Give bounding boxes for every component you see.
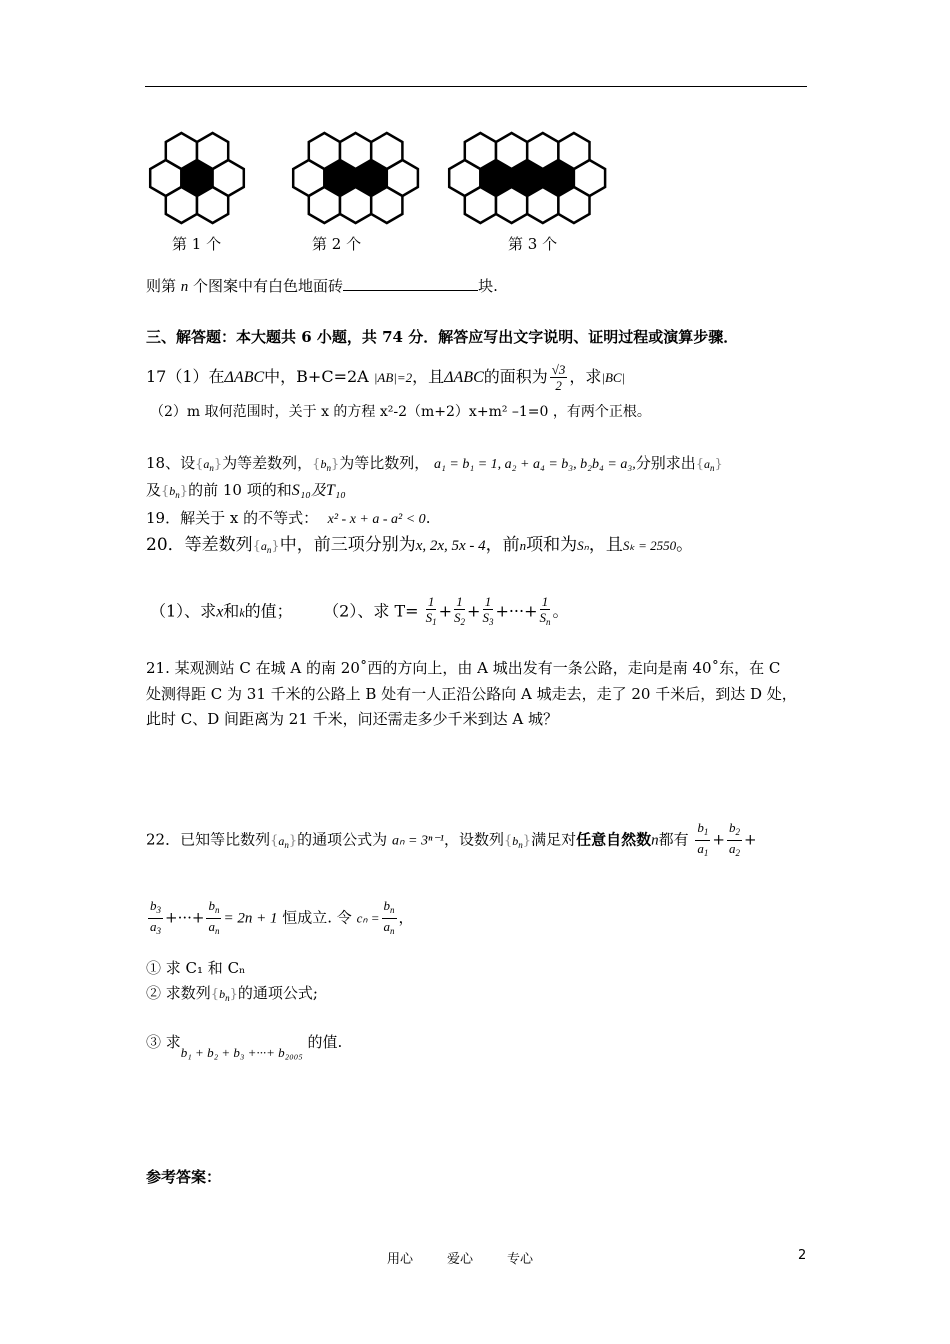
footer-motto-3: 专心 bbox=[507, 1252, 534, 1267]
white-tile bbox=[309, 133, 340, 169]
white-tile bbox=[496, 133, 527, 169]
white-tile bbox=[371, 187, 402, 223]
question-22-line2: $\frac{b_3}{a_3}$ +···+ $\frac{b_n}{a_n}$ = 2n + 1 恒成立. 令 cₙ = $\frac{b_n}{a_n}$ ， bbox=[150, 898, 414, 936]
white-tile bbox=[340, 133, 371, 169]
figure-caption-3: 第 3 个 bbox=[508, 235, 558, 253]
white-tile bbox=[197, 133, 228, 169]
page-number: 2 bbox=[798, 1248, 807, 1263]
footer-motto-1: 用心 bbox=[387, 1252, 414, 1267]
figure-caption-2: 第 2 个 bbox=[312, 235, 362, 253]
hexagon-tile-figure bbox=[140, 120, 640, 235]
question-22-sub1: ① 求 C₁ 和 Cₙ bbox=[146, 959, 246, 977]
question-17-part2: （2）m 取何范围时，关于 x 的方程 x²-2（m+2）x+m² –1=0 ，有两个正根。 bbox=[150, 404, 651, 420]
answer-heading: 参考答案： bbox=[146, 1168, 222, 1186]
white-tile bbox=[496, 187, 527, 223]
figure-caption-1: 第 1 个 bbox=[172, 235, 222, 253]
white-tile bbox=[371, 133, 402, 169]
question-20-line1: 20．等差数列$\{a_n\}$中，前三项分别为x, 2x, 5x - 4，前n项和为Sₙ，且Sₖ = 2550。 bbox=[146, 535, 694, 555]
question-22-line1: 22．已知等比数列$\{a_n\}$的通项公式为 aₙ = 3ⁿ⁻¹，设数列$\{b_n\}$满足对任意自然数n都有 $\frac{b_1}{a_1}$ + $\frac{b_2}{a_2}$ + bbox=[146, 820, 757, 858]
footer-motto-2: 爱心 bbox=[447, 1252, 474, 1267]
answer-blank bbox=[343, 276, 478, 291]
white-tile bbox=[465, 133, 496, 169]
question-18-line1: 18、设$\{a_n\}$为等差数列，$\{b_n\}$为等比数列， a₁ = b₁ = 1, a₂ + a₄ = b₃, b₂b₄ = a₃,分别求出$\{a_n\}$ bbox=[146, 454, 723, 473]
white-tile bbox=[527, 187, 558, 223]
question-18-line2: 及$\{b_n\}$的前 10 项的和S₁₀及T₁₀ bbox=[146, 481, 346, 500]
white-tile bbox=[527, 133, 558, 169]
header-rule bbox=[145, 86, 807, 87]
white-tile bbox=[197, 187, 228, 223]
question-20-line2: （1）、求x和k的值； （2）、求 T= $\frac{1}{S_1}$ + $\frac{1}{S_2}$ + $\frac{1}{S_3}$ +···+ $\frac{1}{S_n}$ 。 bbox=[150, 594, 569, 627]
question-16-tail: 则第 n 个图案中有白色地面砖 块. bbox=[146, 277, 498, 295]
white-tile bbox=[558, 187, 589, 223]
white-tile bbox=[465, 187, 496, 223]
white-tile bbox=[166, 133, 197, 169]
section-heading: 三、解答题：本大题共 6 小题，共 74 分．解答应写出文字说明、证明过程或演算步骤． bbox=[146, 328, 739, 346]
question-21-line1: 21. 某观测站 C 在城 A 的南 20˚西的方向上，由 A 城出发有一条公路，走向是南 40˚东，在 C bbox=[146, 659, 781, 677]
question-17-part1: 17（1）在ΔABC中，B+C=2A |AB|=2，且ΔABC的面积为 $\frac{√3}{2}$ ，求|BC| bbox=[146, 362, 626, 393]
question-21-line2: 处测得距 C 为 31 千米的公路上 B 处有一人正沿公路向 A 城走去，走了 20 千米后，到达 D 处， bbox=[146, 685, 797, 703]
white-tile bbox=[166, 187, 197, 223]
white-tile bbox=[340, 187, 371, 223]
white-tile bbox=[558, 133, 589, 169]
question-19: 19．解关于 x 的不等式： x² - x + a - a² < 0. bbox=[146, 509, 431, 527]
question-22-sub3: ③ 求b₁ + b₂ + b₃ +···+ b₂₀₀₅ 的值. bbox=[146, 1033, 343, 1060]
question-21-line3: 此时 C、D 间距离为 21 千米，问还需走多少千米到达 A 城？ bbox=[146, 710, 559, 728]
white-tile bbox=[309, 187, 340, 223]
question-22-sub2: ② 求数列$\{b_n\}$的通项公式; bbox=[146, 984, 318, 1003]
